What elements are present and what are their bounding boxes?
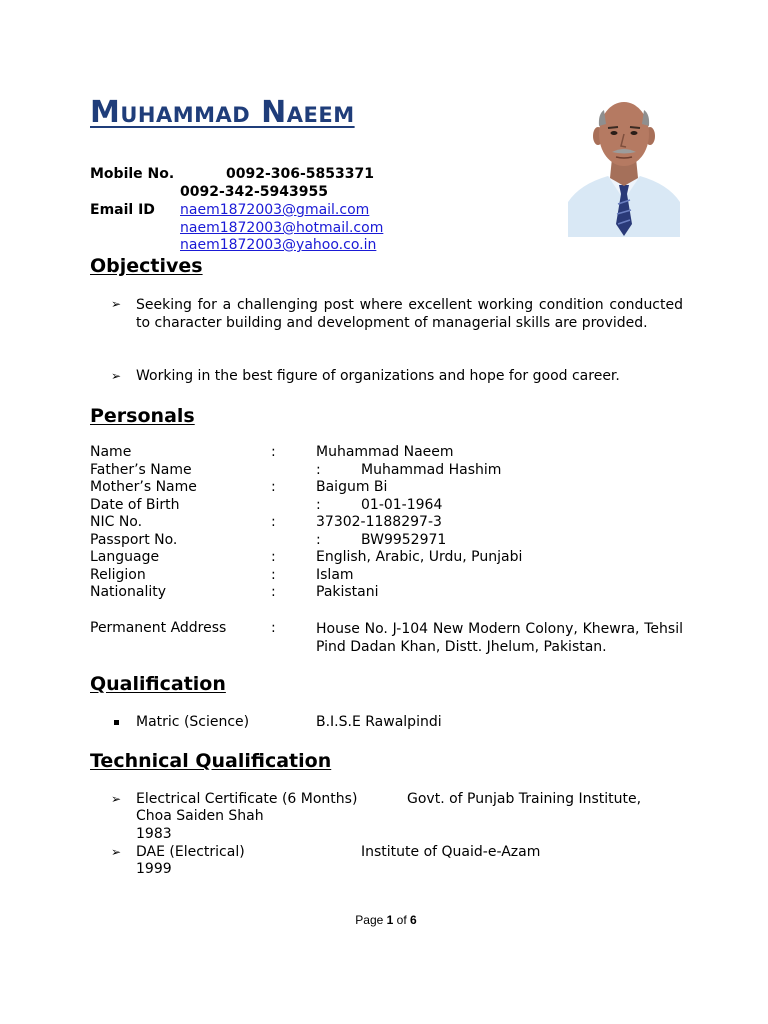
email-link-yahoo[interactable]: naem1872003@yahoo.co.in <box>180 237 377 253</box>
page-total: 6 <box>410 913 417 927</box>
technical-item-year: 1983 <box>136 826 172 842</box>
personal-label-nic: NIC No. <box>90 514 143 530</box>
personal-value-dob: 01-01-1964 <box>361 497 443 513</box>
section-heading-personals: Personals <box>90 405 195 427</box>
page-current: 1 <box>386 913 394 927</box>
personal-label-mother: Mother’s Name <box>90 479 197 495</box>
objective-item: Working in the best figure of organizations and hope for good career. <box>136 368 620 384</box>
email-label: Email ID <box>90 202 155 218</box>
personal-value-nationality: Pakistani <box>316 584 379 600</box>
personal-value-language: English, Arabic, Urdu, Punjabi <box>316 549 523 565</box>
section-heading-technical-qualification: Technical Qualification <box>90 750 332 772</box>
arrow-bullet-icon: ➢ <box>111 297 122 311</box>
personal-separator: : <box>271 584 276 600</box>
personal-separator: : <box>271 444 276 460</box>
qualification-degree: Matric (Science) <box>136 714 250 730</box>
personal-label-language: Language <box>90 549 160 565</box>
personal-separator: : <box>316 462 321 478</box>
personal-value-address: House No. J-104 New Modern Colony, Khewra, Tehsil Pind Dadan Khan, Distt. Jhelum, Pakistan. <box>316 621 683 655</box>
personal-separator: : <box>316 497 321 513</box>
personal-value-father: Muhammad Hashim <box>361 462 502 478</box>
mobile-number-2: 0092-342-5943955 <box>180 184 328 200</box>
technical-item-institute: Institute of Quaid-e-Azam <box>361 844 541 860</box>
technical-item-title: Electrical Certificate (6 Months) <box>136 791 358 807</box>
personal-separator: : <box>271 479 276 495</box>
personal-label-religion: Religion <box>90 567 146 583</box>
page-prefix: Page <box>355 913 384 927</box>
personal-value-name: Muhammad Naeem <box>316 444 454 460</box>
mobile-number-1: 0092-306-5853371 <box>226 166 374 182</box>
technical-item-title: DAE (Electrical) <box>136 844 245 860</box>
personal-separator: : <box>271 567 276 583</box>
section-heading-objectives: Objectives <box>90 255 203 277</box>
personal-label-address: Permanent Address <box>90 620 227 636</box>
personal-separator: : <box>271 549 276 565</box>
technical-item-year: 1999 <box>136 861 172 877</box>
section-heading-qualification: Qualification <box>90 673 226 695</box>
email-link-gmail[interactable]: naem1872003@gmail.com <box>180 202 370 218</box>
arrow-bullet-icon: ➢ <box>111 369 122 383</box>
qualification-board: B.I.S.E Rawalpindi <box>316 714 442 730</box>
personal-value-nic: 37302-1188297-3 <box>316 514 442 530</box>
personal-separator: : <box>271 514 276 530</box>
page-number-footer <box>0 913 768 927</box>
personal-separator: : <box>271 620 276 636</box>
email-link-hotmail[interactable]: naem1872003@hotmail.com <box>180 220 384 236</box>
resume-name-title: Muhammad Naeem <box>90 95 355 130</box>
portrait-illustration <box>568 84 680 237</box>
square-bullet-icon <box>114 720 119 725</box>
personal-label-dob: Date of Birth <box>90 497 180 513</box>
personal-value-religion: Islam <box>316 567 354 583</box>
technical-item-institute-cont: Choa Saiden Shah <box>136 808 264 824</box>
objective-item: Seeking for a challenging post where excellent working condition conducted to character building and development of managerial skills are provided. <box>136 297 683 331</box>
portrait-photo <box>568 84 680 237</box>
personal-separator: : <box>316 532 321 548</box>
technical-item-institute: Govt. of Punjab Training Institute, <box>407 791 642 807</box>
personal-label-passport: Passport No. <box>90 532 178 548</box>
personal-value-passport: BW9952971 <box>361 532 447 548</box>
arrow-bullet-icon: ➢ <box>111 845 122 859</box>
mobile-label: Mobile No. <box>90 166 175 182</box>
personal-label-nationality: Nationality <box>90 584 167 600</box>
personal-value-mother: Baigum Bi <box>316 479 388 495</box>
page-of: of <box>396 913 407 927</box>
personal-label-name: Name <box>90 444 132 460</box>
personal-label-father: Father’s Name <box>90 462 192 478</box>
arrow-bullet-icon: ➢ <box>111 792 122 806</box>
